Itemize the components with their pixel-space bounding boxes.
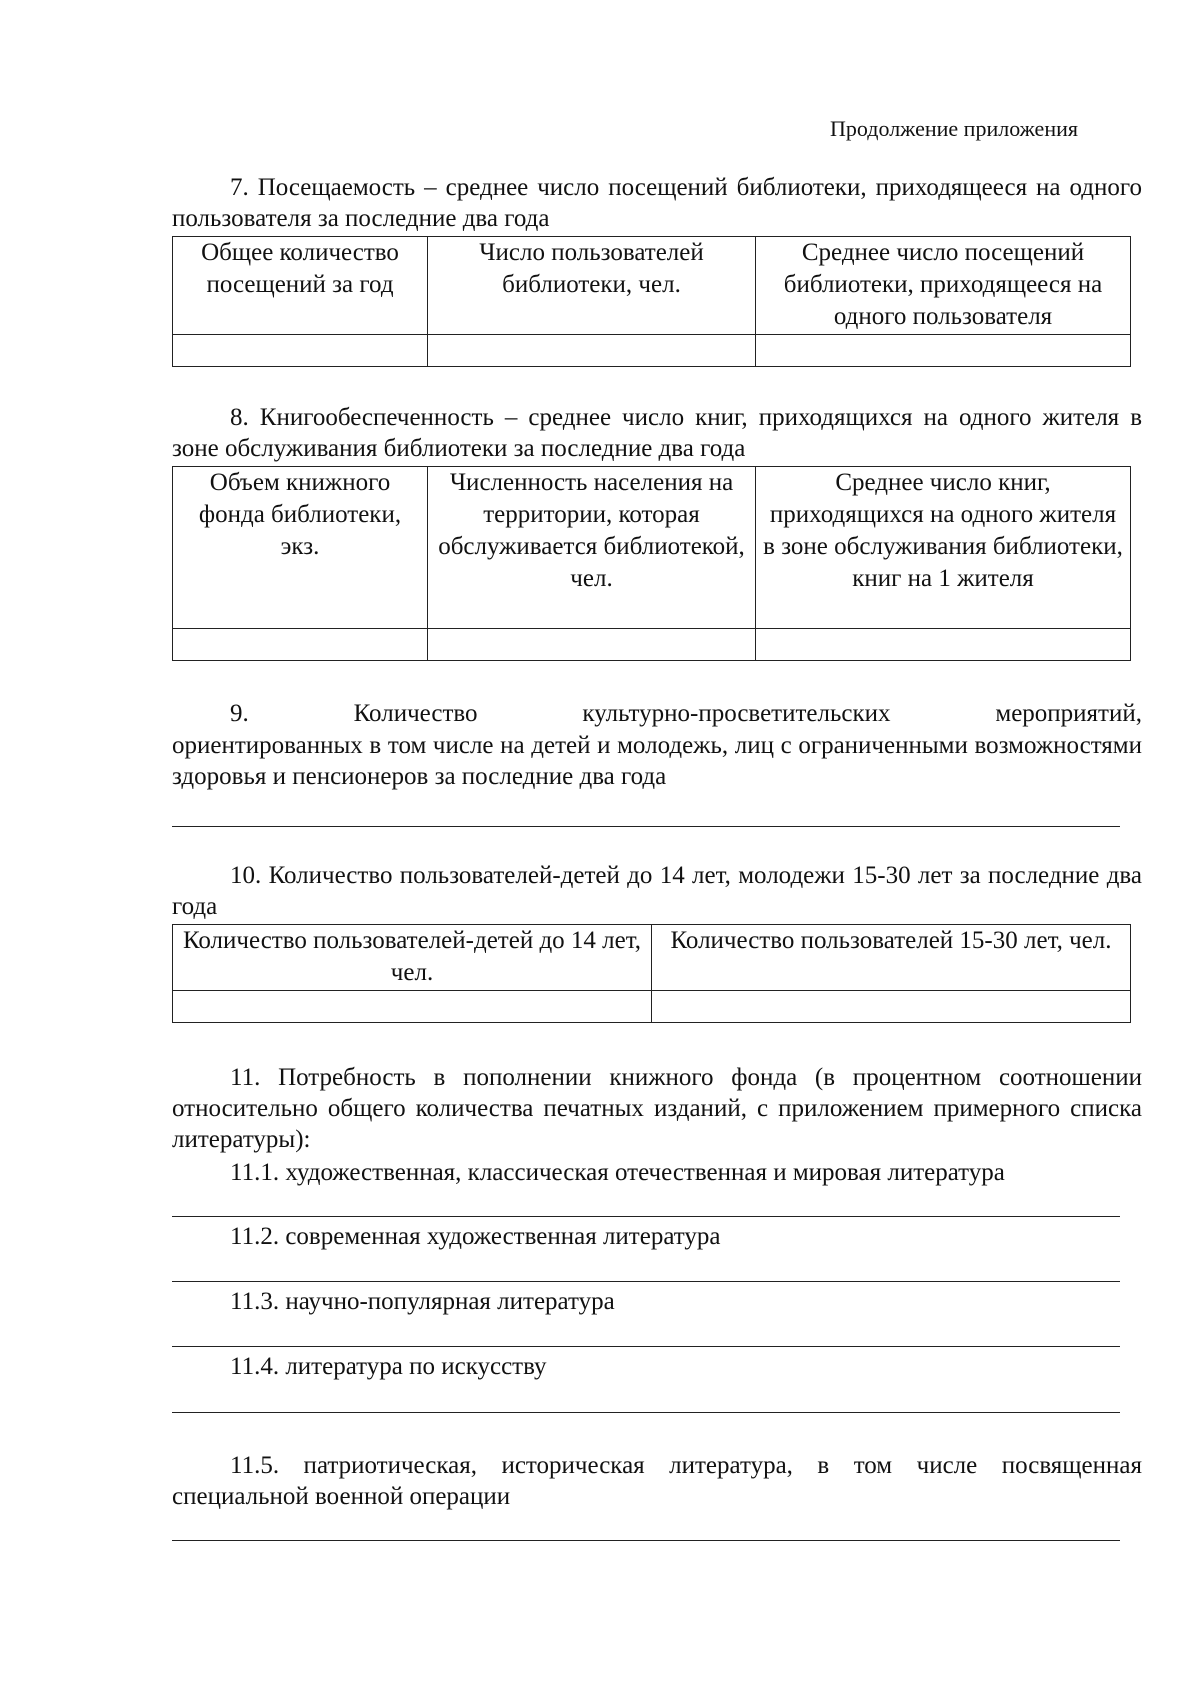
item-11-1: 11.1. художественная, классическая отечественная и мировая литература [230,1159,1005,1186]
table-row-empty [173,991,1131,1023]
column-header: Общее количество посещений за год [173,237,428,335]
input-cell[interactable] [173,335,428,367]
column-header: Численность населения на территории, которая обслуживается библиотекой, чел. [428,467,756,629]
item-11-2: 11.2. современная художественная литература [230,1223,721,1250]
section-7-text: 7. Посещаемость – среднее число посещений библиотеки, приходящееся на одного пользователя за последние два года [172,174,1142,232]
section-7-table [172,236,1131,367]
column-header-main: Среднее число книг, приходящихся на одного жителя в зоне обслуживания библиотеки, [763,469,1123,560]
item-11-5: 11.5. патриотическая, историческая литература, в том числе посвященная специальной военной операции [172,1452,1142,1510]
answer-line[interactable] [172,1412,1120,1413]
table-row-empty [173,335,1131,367]
section-10-text: 10. Количество пользователей-детей до 14 лет, молодежи 15-30 лет за последние два года [172,862,1142,920]
input-cell[interactable] [173,629,428,661]
section-11-text: 11. Потребность в пополнении книжного фонда (в процентном соотношении относительно общего количества печатных изданий, с приложением примерного списка литературы): [172,1064,1142,1153]
header-note: Продолжение приложения [830,116,1078,141]
section-9-line1: 9. Количество культурно-просветительских мероприятий, [230,700,1142,727]
section-8-text: 8. Книгообеспеченность – среднее число книг, приходящихся на одного жителя в зоне обслуживания библиотеки за последние два года [172,404,1142,462]
input-cell[interactable] [756,629,1131,661]
column-header [756,467,1131,629]
column-header: Количество пользователей-детей до 14 лет, чел. [173,925,652,991]
table-row-empty [173,629,1131,661]
answer-line[interactable] [172,826,1120,827]
table-header-row [173,925,1131,991]
input-cell[interactable] [428,335,756,367]
input-cell[interactable] [652,991,1131,1023]
section-10-table [172,924,1131,1023]
answer-line[interactable] [172,1540,1120,1541]
item-11-4: 11.4. литература по искусству [230,1353,547,1380]
column-header: Число пользователей библиотеки, чел. [428,237,756,335]
answer-line[interactable] [172,1281,1120,1282]
answer-line[interactable] [172,1346,1120,1347]
table-header-row [173,467,1131,629]
table-header-row [173,237,1131,335]
column-header: Количество пользователей 15-30 лет, чел. [652,925,1131,991]
column-header: Объем книжного фонда библиотеки, экз. [173,467,428,629]
column-header-unit: книг на 1 жителя [852,565,1034,592]
section-8-table [172,466,1131,661]
section-9-text: ориентированных в том числе на детей и молодежь, лиц с ограниченными возможностями здоровья и пенсионеров за последние два года [172,732,1142,790]
input-cell[interactable] [756,335,1131,367]
item-11-3: 11.3. научно-популярная литература [230,1288,615,1315]
answer-line[interactable] [172,1216,1120,1217]
input-cell[interactable] [173,991,652,1023]
input-cell[interactable] [428,629,756,661]
column-header: Среднее число посещений библиотеки, приходящееся на одного пользователя [756,237,1131,335]
